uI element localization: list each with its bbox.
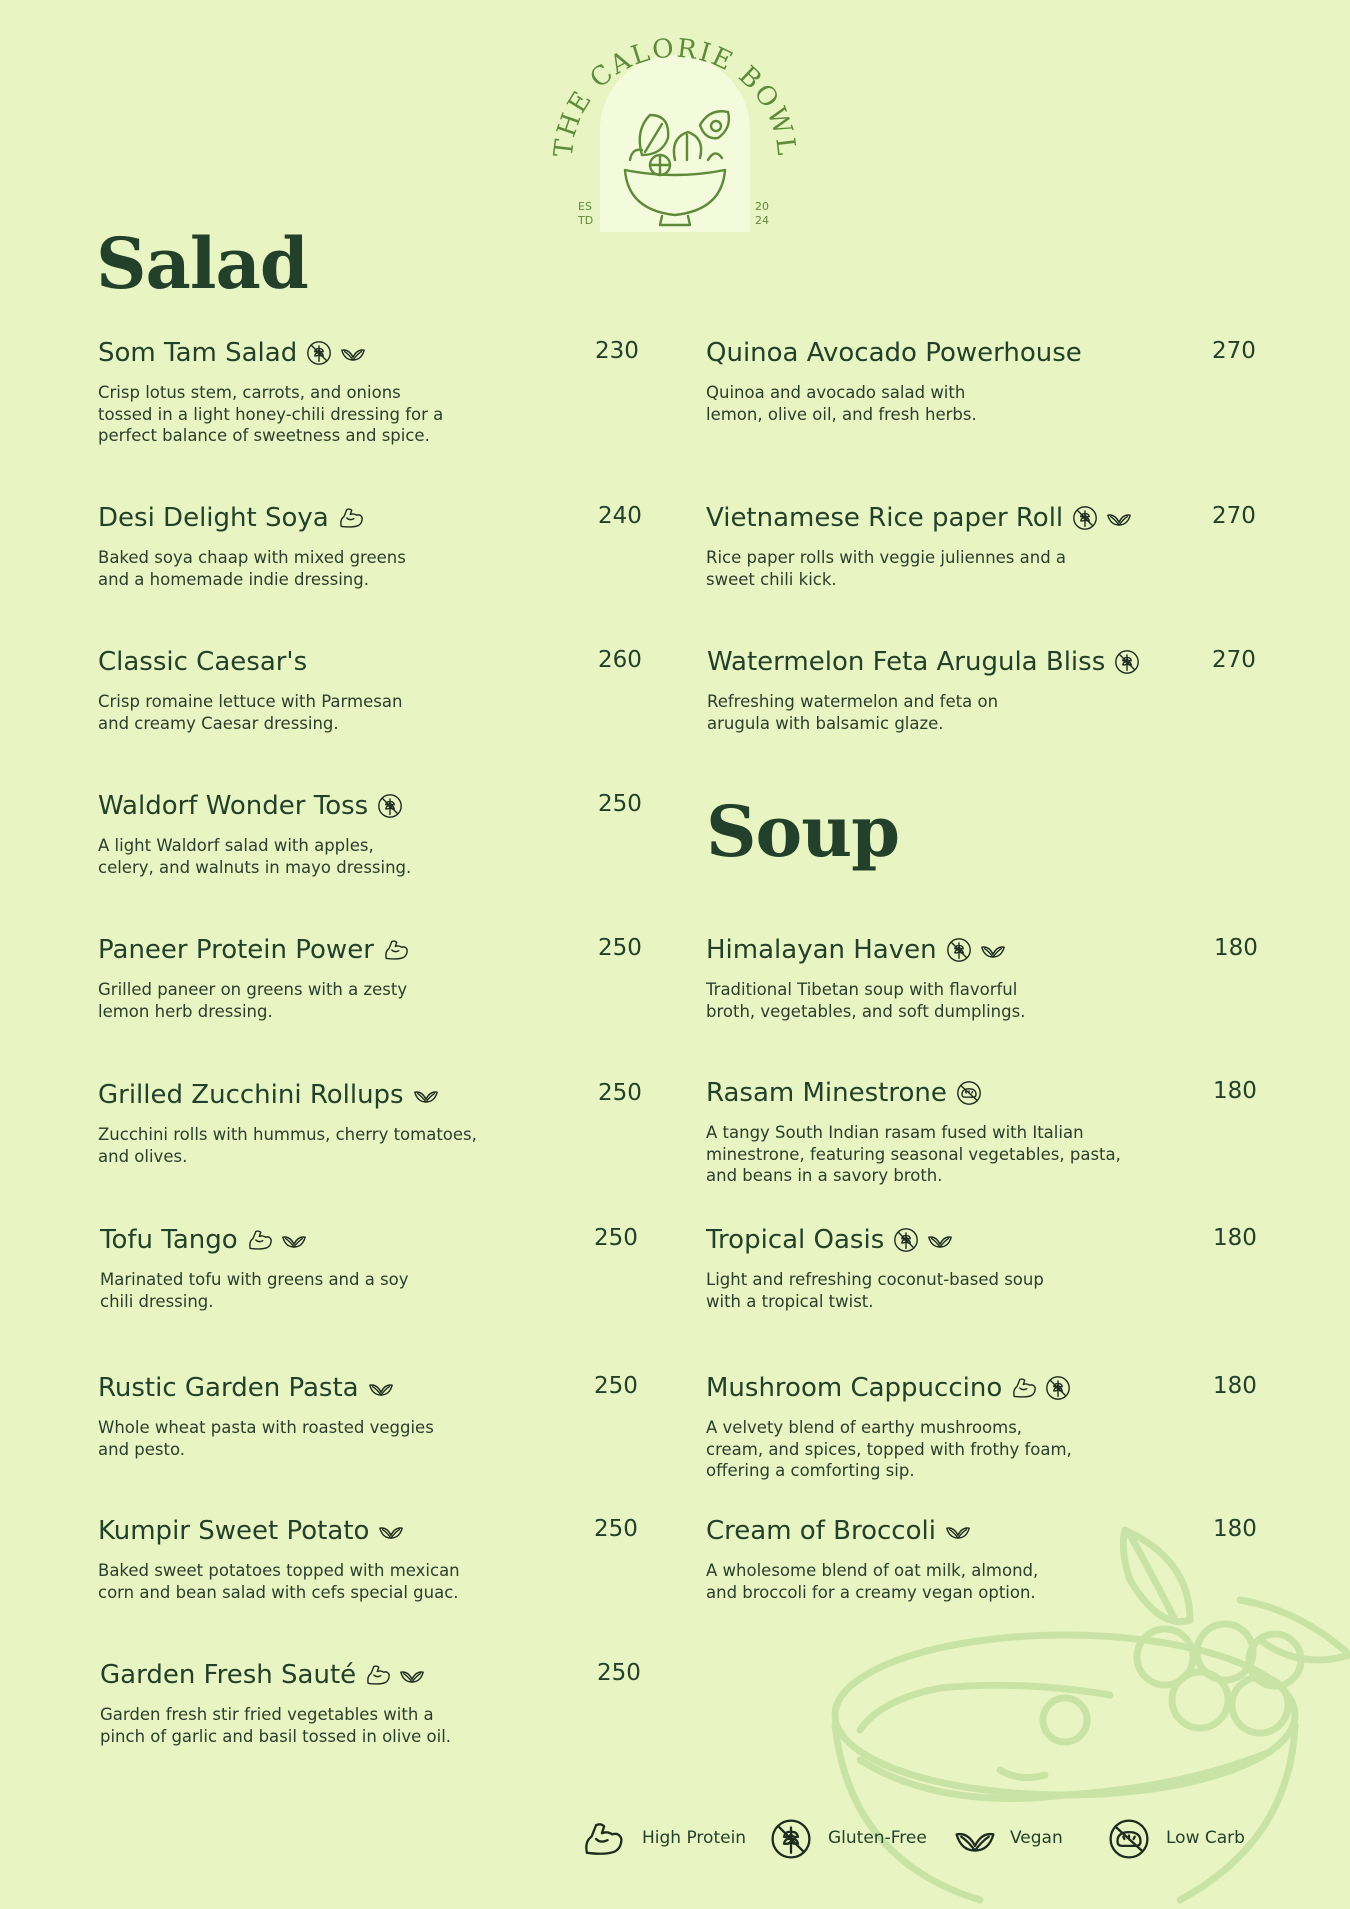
vegan-icon bbox=[398, 1661, 426, 1689]
menu-item-description: A velvety blend of earthy mushrooms, cream, and spices, topped with frothy foam, offering a comforting sip. bbox=[706, 1418, 1072, 1480]
menu-item-price: 230 bbox=[595, 338, 639, 364]
menu-item-name: Desi Delight Soya bbox=[98, 503, 329, 533]
vegan-icon bbox=[377, 1517, 405, 1545]
legend-label: Vegan bbox=[1010, 1828, 1063, 1848]
menu-item-description: Baked soya chaap with mixed greens and a homemade indie dressing. bbox=[98, 548, 406, 589]
menu-item-garden-fresh-saut bbox=[100, 1660, 657, 1747]
menu-item-description: Refreshing watermelon and feta on arugula with balsamic glaze. bbox=[707, 692, 999, 733]
dietary-icons bbox=[337, 504, 371, 532]
menu-item-description: Rice paper rolls with veggie juliennes and a sweet chili kick. bbox=[706, 548, 1067, 589]
high-protein-icon bbox=[246, 1226, 274, 1254]
menu-item-header bbox=[98, 647, 658, 683]
menu-item-price: 240 bbox=[598, 503, 642, 529]
menu-item-name: Rasam Minestrone bbox=[706, 1078, 947, 1108]
menu-item-price: 250 bbox=[594, 1516, 638, 1542]
vegan-icon bbox=[412, 1081, 440, 1109]
brand-name: THE CALORIE BOWL bbox=[550, 33, 800, 159]
menu-item-name: Mushroom Cappuccino bbox=[706, 1373, 1003, 1403]
dietary-icons bbox=[945, 936, 1013, 964]
vegan-icon bbox=[944, 1517, 972, 1545]
high-protein-icon bbox=[364, 1661, 392, 1689]
gluten-free-icon bbox=[1113, 648, 1141, 676]
menu-item-description: Whole wheat pasta with roasted veggies and pesto. bbox=[98, 1418, 434, 1459]
menu-item-header bbox=[100, 1660, 657, 1696]
est-left-top: ES bbox=[578, 200, 592, 213]
high-protein-icon bbox=[337, 504, 365, 532]
dietary-icons bbox=[892, 1226, 960, 1254]
menu-item-header bbox=[100, 1225, 654, 1261]
high-protein-icon bbox=[1010, 1374, 1038, 1402]
menu-item-header bbox=[98, 1516, 654, 1552]
menu-item-waldorf-wonder-toss bbox=[98, 791, 658, 878]
menu-item-price: 250 bbox=[594, 1225, 638, 1251]
dietary-icons bbox=[412, 1081, 446, 1109]
menu-item-header bbox=[98, 503, 658, 539]
menu-item-paneer-protein-power bbox=[98, 935, 658, 1022]
low-carb-icon bbox=[1106, 1816, 1152, 1862]
menu-item-tropical-oasis bbox=[706, 1225, 1273, 1312]
menu-item-price: 260 bbox=[598, 647, 642, 673]
legend-label: Low Carb bbox=[1166, 1828, 1245, 1848]
dietary-icons bbox=[305, 339, 373, 367]
menu-item-name: Kumpir Sweet Potato bbox=[98, 1516, 370, 1546]
low-carb-icon bbox=[955, 1079, 983, 1107]
menu-item-description: Baked sweet potatoes topped with mexican corn and bean salad with cefs special guac. bbox=[98, 1561, 460, 1602]
menu-item-cream-of-broccoli bbox=[706, 1516, 1273, 1603]
gluten-free-icon bbox=[945, 936, 973, 964]
menu-item-kumpir-sweet-potato bbox=[98, 1516, 654, 1603]
brand-logo bbox=[550, 20, 800, 240]
menu-item-description: A tangy South Indian rasam fused with Italian minestrone, featuring seasonal vegetables, pasta, and beans in a savory broth. bbox=[706, 1123, 1121, 1185]
menu-item-name: Som Tam Salad bbox=[98, 338, 298, 368]
menu-item-description: Garden fresh stir fried vegetables with a pinch of garlic and basil tossed in olive oil. bbox=[100, 1705, 452, 1746]
menu-item-desi-delight-soya bbox=[98, 503, 658, 590]
high-protein-icon bbox=[382, 936, 410, 964]
menu-item-name: Garden Fresh Sauté bbox=[100, 1660, 357, 1690]
menu-item-description: Crisp lotus stem, carrots, and onions tossed in a light honey-chili dressing for a perfect balance of sweetness and spice. bbox=[98, 383, 444, 445]
menu-item-price: 270 bbox=[1212, 647, 1256, 673]
menu-item-description: A light Waldorf salad with apples, celery, and walnuts in mayo dressing. bbox=[98, 836, 412, 877]
gluten-free-icon bbox=[1044, 1374, 1072, 1402]
menu-item-price: 250 bbox=[597, 1660, 641, 1686]
menu-item-tofu-tango bbox=[100, 1225, 654, 1312]
menu-item-description: Grilled paneer on greens with a zesty lemon herb dressing. bbox=[98, 980, 408, 1021]
menu-item-header bbox=[98, 935, 658, 971]
menu-item-vietnamese-rice-paper-roll bbox=[706, 503, 1272, 590]
gluten-free-icon bbox=[768, 1816, 814, 1862]
menu-item-classic-caesar-s bbox=[98, 647, 658, 734]
menu-item-description: Zucchini rolls with hummus, cherry tomatoes, and olives. bbox=[98, 1125, 477, 1166]
menu-item-price: 250 bbox=[598, 935, 642, 961]
menu-item-header bbox=[706, 935, 1274, 971]
menu-item-description: Traditional Tibetan soup with flavorful broth, vegetables, and soft dumplings. bbox=[706, 980, 1026, 1021]
menu-item-name: Rustic Garden Pasta bbox=[98, 1373, 359, 1403]
dietary-icons bbox=[364, 1661, 432, 1689]
vegan-icon bbox=[367, 1374, 395, 1402]
legend-label: Gluten-Free bbox=[828, 1828, 927, 1848]
legend-label: High Protein bbox=[642, 1828, 747, 1848]
dietary-icons bbox=[1113, 648, 1147, 676]
menu-item-description: A wholesome blend of oat milk, almond, and broccoli for a creamy vegan option. bbox=[706, 1561, 1039, 1602]
vegan-icon bbox=[926, 1226, 954, 1254]
menu-item-header bbox=[706, 1373, 1273, 1409]
est-left-bottom: TD bbox=[578, 214, 594, 227]
menu-item-price: 250 bbox=[598, 1080, 642, 1106]
gluten-free-icon bbox=[376, 792, 404, 820]
menu-item-price: 180 bbox=[1213, 1373, 1257, 1399]
vegan-icon bbox=[339, 339, 367, 367]
menu-item-himalayan-haven bbox=[706, 935, 1274, 1022]
dietary-icons bbox=[1010, 1374, 1078, 1402]
menu-item-description: Quinoa and avocado salad with lemon, olive oil, and fresh herbs. bbox=[706, 383, 977, 424]
menu-item-header bbox=[706, 503, 1272, 539]
gluten-free-icon bbox=[892, 1226, 920, 1254]
dietary-icons bbox=[382, 936, 416, 964]
menu-item-price: 180 bbox=[1213, 1225, 1257, 1251]
menu-item-header bbox=[98, 791, 658, 827]
dietary-icons bbox=[955, 1079, 989, 1107]
menu-item-header bbox=[707, 647, 1272, 683]
menu-item-quinoa-avocado-powerhouse bbox=[706, 338, 1272, 425]
menu-item-header bbox=[98, 1373, 654, 1409]
menu-item-name: Waldorf Wonder Toss bbox=[98, 791, 369, 821]
dietary-icons bbox=[367, 1374, 401, 1402]
menu-item-price: 250 bbox=[594, 1373, 638, 1399]
menu-item-description: Marinated tofu with greens and a soy chili dressing. bbox=[100, 1270, 409, 1311]
est-right-top: 20 bbox=[755, 200, 769, 213]
est-right-bottom: 24 bbox=[755, 214, 769, 227]
menu-item-price: 180 bbox=[1214, 935, 1258, 961]
menu-item-mushroom-cappuccino bbox=[706, 1373, 1273, 1482]
menu-item-header bbox=[706, 338, 1272, 374]
menu-item-header bbox=[706, 1078, 1273, 1114]
vegan-icon bbox=[979, 936, 1007, 964]
dietary-legend bbox=[580, 1812, 1280, 1868]
menu-item-name: Watermelon Feta Arugula Bliss bbox=[707, 647, 1106, 677]
menu-item-header bbox=[706, 1516, 1273, 1552]
menu-item-header bbox=[98, 338, 655, 374]
menu-item-watermelon-feta-arugula-bliss bbox=[707, 647, 1272, 734]
menu-item-name: Cream of Broccoli bbox=[706, 1516, 936, 1546]
dietary-icons bbox=[376, 792, 410, 820]
menu-item-name: Vietnamese Rice paper Roll bbox=[706, 503, 1064, 533]
menu-item-price: 180 bbox=[1213, 1516, 1257, 1542]
menu-item-description: Crisp romaine lettuce with Parmesan and creamy Caesar dressing. bbox=[98, 692, 403, 733]
menu-item-price: 180 bbox=[1213, 1078, 1257, 1104]
soup-section-title: Soup bbox=[706, 790, 900, 873]
menu-item-header bbox=[98, 1080, 658, 1116]
menu-item-rustic-garden-pasta bbox=[98, 1373, 654, 1460]
dietary-icons bbox=[1071, 504, 1139, 532]
gluten-free-icon bbox=[1071, 504, 1099, 532]
salad-section-title: Salad bbox=[96, 222, 308, 305]
menu-item-header bbox=[706, 1225, 1273, 1261]
menu-item-name: Tofu Tango bbox=[100, 1225, 238, 1255]
menu-item-name: Quinoa Avocado Powerhouse bbox=[706, 338, 1082, 368]
menu-item-name: Tropical Oasis bbox=[706, 1225, 885, 1255]
menu-item-name: Paneer Protein Power bbox=[98, 935, 374, 965]
dietary-icons bbox=[377, 1517, 411, 1545]
menu-item-price: 270 bbox=[1212, 338, 1256, 364]
menu-item-som-tam-salad bbox=[98, 338, 655, 447]
dietary-icons bbox=[246, 1226, 314, 1254]
vegan-icon bbox=[952, 1816, 998, 1862]
high-protein-icon bbox=[580, 1816, 626, 1862]
gluten-free-icon bbox=[305, 339, 333, 367]
vegan-icon bbox=[280, 1226, 308, 1254]
menu-item-description: Light and refreshing coconut-based soup with a tropical twist. bbox=[706, 1270, 1044, 1311]
menu-item-name: Grilled Zucchini Rollups bbox=[98, 1080, 404, 1110]
menu-item-price: 270 bbox=[1212, 503, 1256, 529]
menu-item-name: Himalayan Haven bbox=[706, 935, 937, 965]
menu-item-price: 250 bbox=[598, 791, 642, 817]
menu-item-grilled-zucchini-rollups bbox=[98, 1080, 658, 1167]
dietary-icons bbox=[944, 1517, 978, 1545]
menu-item-rasam-minestrone bbox=[706, 1078, 1273, 1187]
vegan-icon bbox=[1105, 504, 1133, 532]
menu-item-name: Classic Caesar's bbox=[98, 647, 308, 677]
